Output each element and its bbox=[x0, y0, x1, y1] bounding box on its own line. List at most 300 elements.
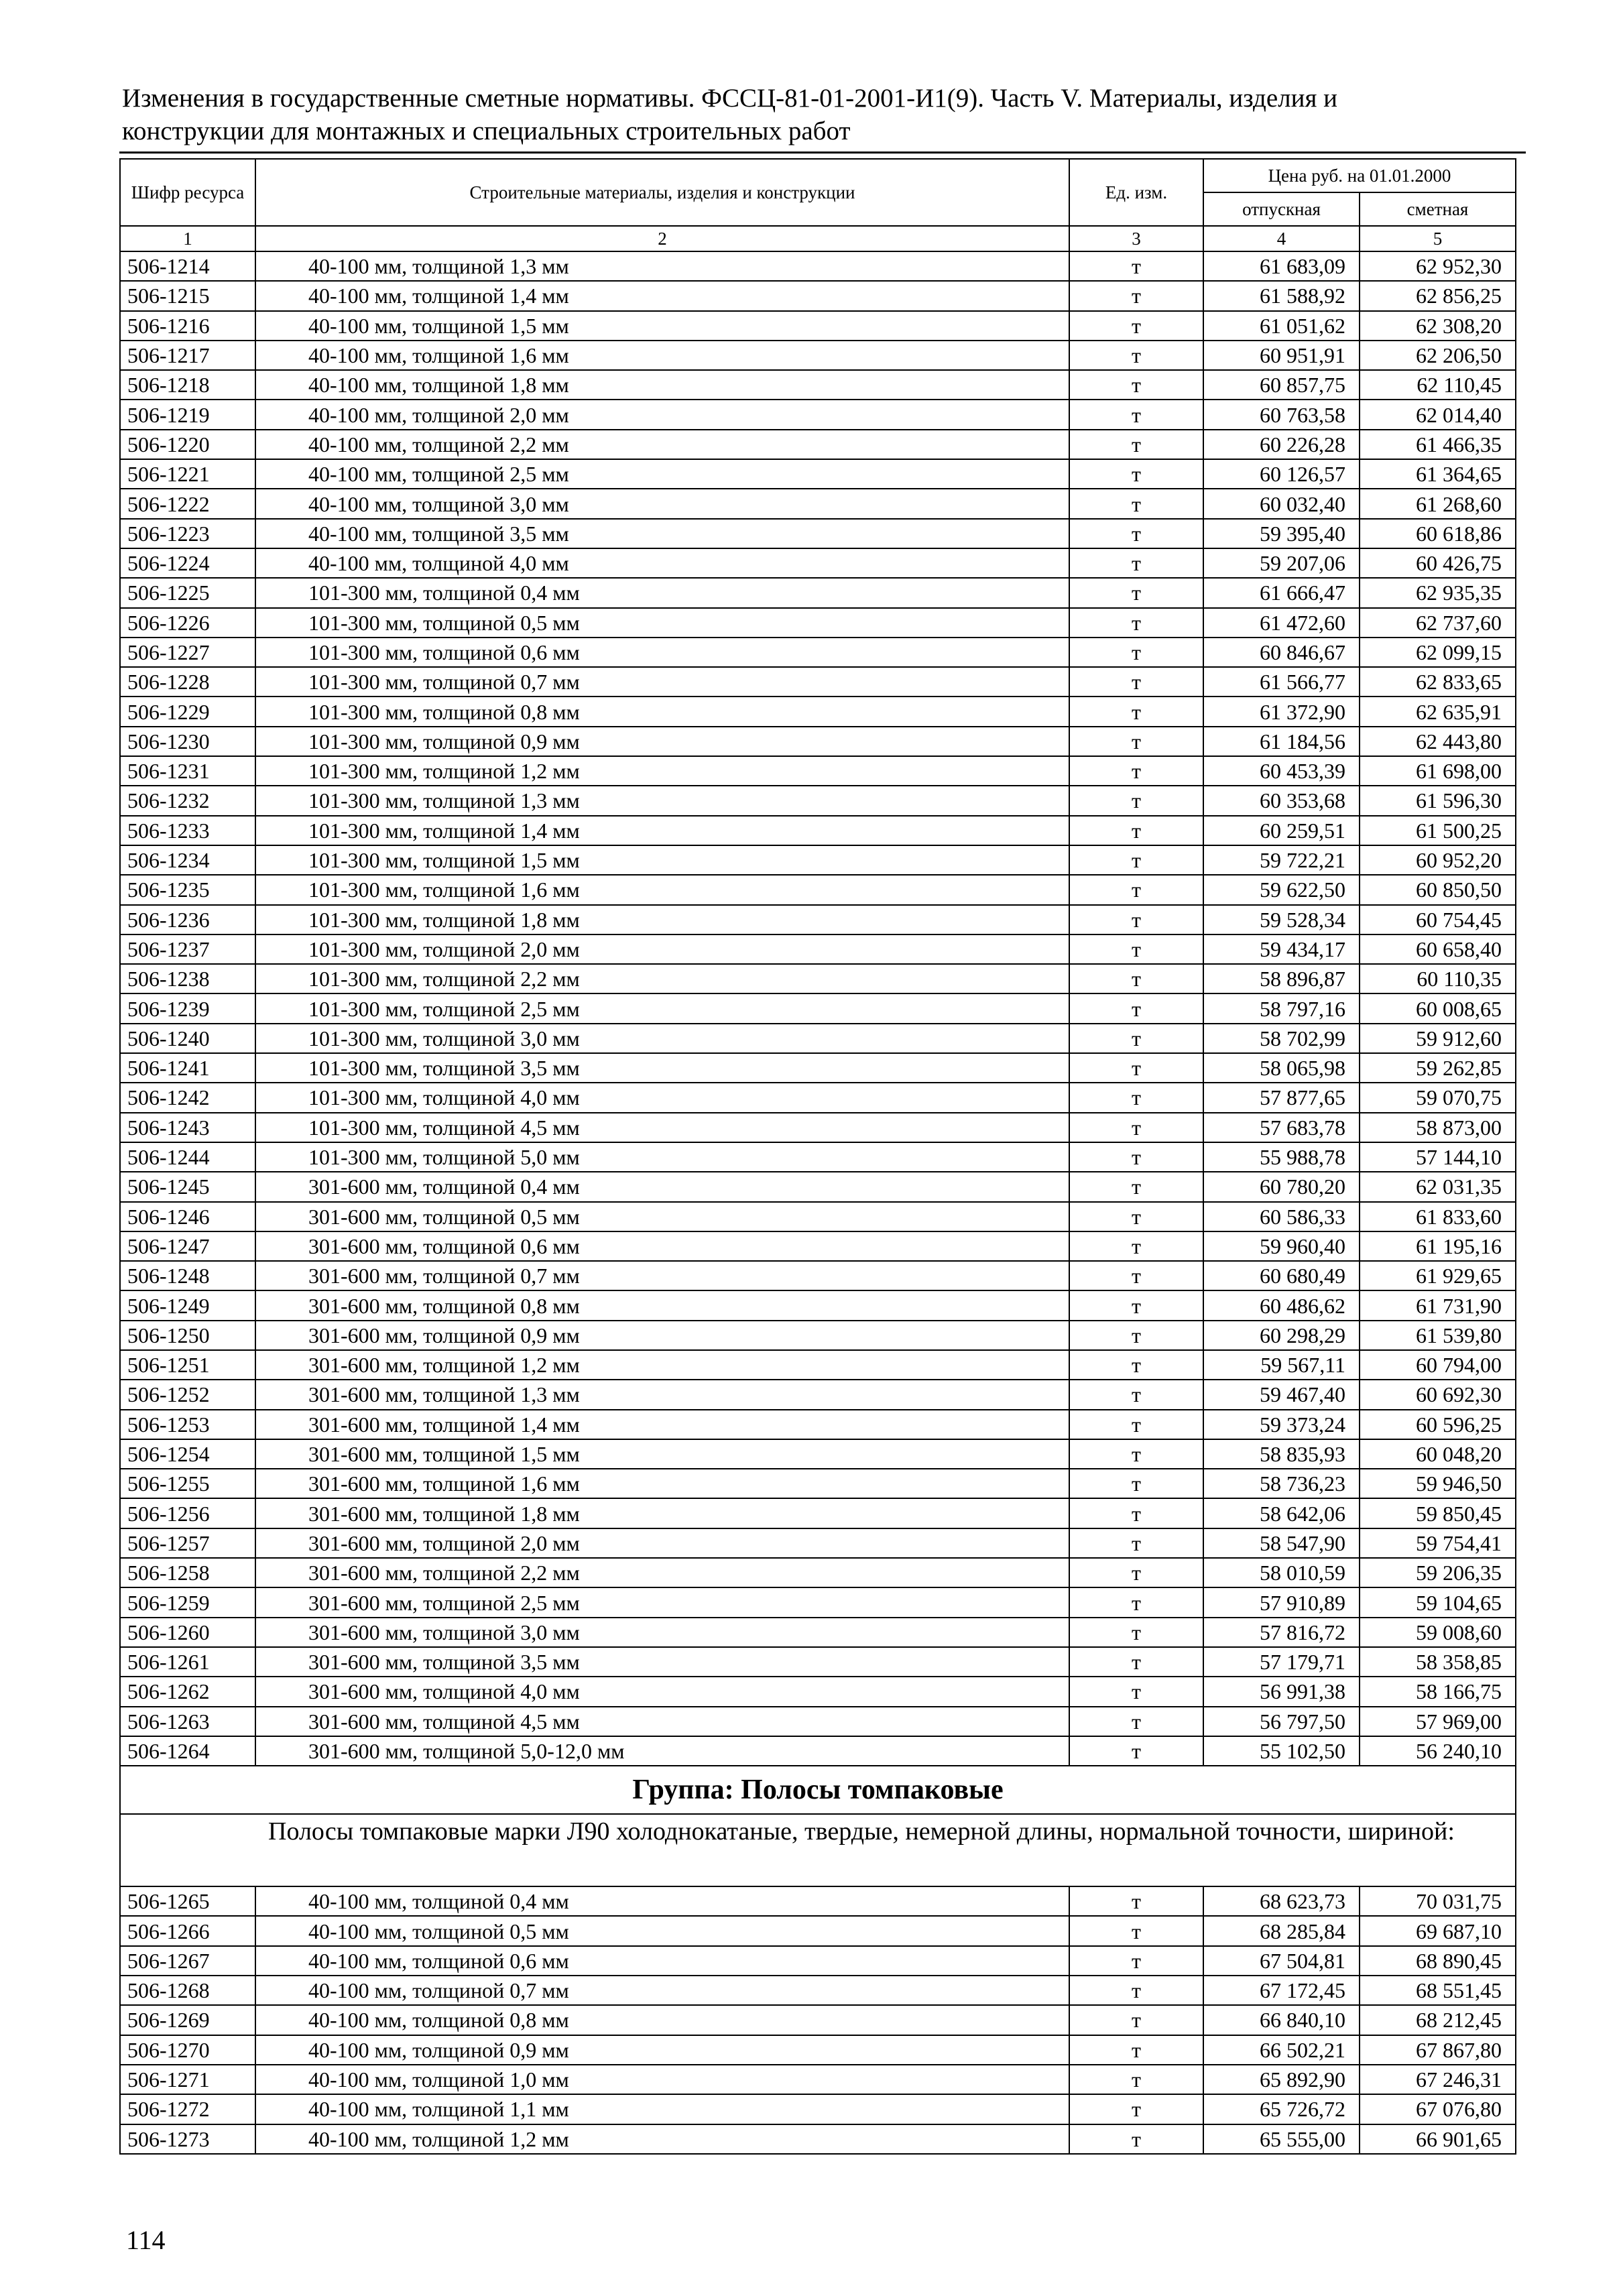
group-description: Полосы томпаковые марки Л90 холоднокатаные, твердые, немерной длины, нормальной точности, шириной: bbox=[120, 1814, 1516, 1886]
release-price: 60 298,29 bbox=[1203, 1321, 1360, 1350]
release-price: 57 683,78 bbox=[1203, 1113, 1360, 1142]
material-name: 101-300 мм, толщиной 0,8 мм bbox=[255, 697, 1069, 726]
resource-code: 506-1224 bbox=[120, 548, 255, 578]
group-title-row bbox=[120, 1766, 1516, 1814]
estimate-price: 62 737,60 bbox=[1360, 608, 1516, 638]
release-price: 58 835,93 bbox=[1203, 1439, 1360, 1469]
release-price: 57 179,71 bbox=[1203, 1647, 1360, 1677]
table-row bbox=[120, 1261, 1516, 1290]
table-row bbox=[120, 1469, 1516, 1498]
unit-of-measure: т bbox=[1069, 1172, 1203, 1201]
column-number: 1 bbox=[120, 226, 255, 251]
release-price: 66 502,21 bbox=[1203, 2035, 1360, 2065]
column-number: 3 bbox=[1069, 226, 1203, 251]
estimate-price: 62 856,25 bbox=[1360, 281, 1516, 310]
release-price: 58 642,06 bbox=[1203, 1498, 1360, 1528]
unit-of-measure: т bbox=[1069, 816, 1203, 845]
release-price: 56 991,38 bbox=[1203, 1677, 1360, 1706]
material-name: 40-100 мм, толщиной 1,2 мм bbox=[255, 2124, 1069, 2154]
table-row bbox=[120, 1976, 1516, 2005]
resource-code: 506-1253 bbox=[120, 1410, 255, 1439]
estimate-price: 68 551,45 bbox=[1360, 1976, 1516, 2005]
unit-of-measure: т bbox=[1069, 430, 1203, 459]
estimate-price: 62 935,35 bbox=[1360, 578, 1516, 607]
unit-of-measure: т bbox=[1069, 1083, 1203, 1112]
release-price: 65 892,90 bbox=[1203, 2065, 1360, 2094]
table-row bbox=[120, 370, 1516, 400]
table-row bbox=[120, 251, 1516, 281]
table-row bbox=[120, 1410, 1516, 1439]
table-row bbox=[120, 459, 1516, 489]
material-name: 101-300 мм, толщиной 2,2 мм bbox=[255, 964, 1069, 993]
material-name: 40-100 мм, толщиной 0,5 мм bbox=[255, 1916, 1069, 1945]
resource-code: 506-1240 bbox=[120, 1024, 255, 1053]
table-row bbox=[120, 1707, 1516, 1736]
release-price: 60 846,67 bbox=[1203, 638, 1360, 667]
resource-code: 506-1255 bbox=[120, 1469, 255, 1498]
resource-code: 506-1260 bbox=[120, 1618, 255, 1647]
table-row bbox=[120, 1231, 1516, 1261]
material-name: 40-100 мм, толщиной 1,0 мм bbox=[255, 2065, 1069, 2094]
release-price: 58 896,87 bbox=[1203, 964, 1360, 993]
release-price: 60 226,28 bbox=[1203, 430, 1360, 459]
estimate-price: 61 698,00 bbox=[1360, 756, 1516, 786]
table-body-section-1 bbox=[120, 251, 1516, 1766]
estimate-price: 69 687,10 bbox=[1360, 1916, 1516, 1945]
material-name: 101-300 мм, толщиной 0,5 мм bbox=[255, 608, 1069, 638]
unit-of-measure: т bbox=[1069, 548, 1203, 578]
estimate-price: 68 212,45 bbox=[1360, 2005, 1516, 2035]
table-row bbox=[120, 1916, 1516, 1945]
resource-code: 506-1220 bbox=[120, 430, 255, 459]
resource-code: 506-1267 bbox=[120, 1946, 255, 1976]
unit-of-measure: т bbox=[1069, 1647, 1203, 1677]
group-title: Группа: Полосы томпаковые bbox=[120, 1766, 1516, 1814]
release-price: 60 780,20 bbox=[1203, 1172, 1360, 1201]
material-name: 301-600 мм, толщиной 4,5 мм bbox=[255, 1707, 1069, 1736]
material-name: 40-100 мм, толщиной 1,1 мм bbox=[255, 2094, 1069, 2124]
resource-code: 506-1236 bbox=[120, 905, 255, 934]
resource-code: 506-1230 bbox=[120, 727, 255, 756]
estimate-price: 67 246,31 bbox=[1360, 2065, 1516, 2094]
table-row bbox=[120, 756, 1516, 786]
material-name: 40-100 мм, толщиной 1,5 мм bbox=[255, 311, 1069, 341]
resource-code: 506-1249 bbox=[120, 1290, 255, 1320]
unit-of-measure: т bbox=[1069, 400, 1203, 429]
table-row bbox=[120, 1083, 1516, 1112]
estimate-price: 61 731,90 bbox=[1360, 1290, 1516, 1320]
release-price: 59 467,40 bbox=[1203, 1380, 1360, 1409]
estimate-price: 62 833,65 bbox=[1360, 667, 1516, 697]
table-row bbox=[120, 934, 1516, 964]
estimate-price: 60 692,30 bbox=[1360, 1380, 1516, 1409]
estimate-price: 60 952,20 bbox=[1360, 845, 1516, 875]
material-name: 301-600 мм, толщиной 2,5 мм bbox=[255, 1587, 1069, 1617]
estimate-price: 61 364,65 bbox=[1360, 459, 1516, 489]
release-price: 60 486,62 bbox=[1203, 1290, 1360, 1320]
unit-of-measure: т bbox=[1069, 1469, 1203, 1498]
unit-of-measure: т bbox=[1069, 311, 1203, 341]
resource-code: 506-1233 bbox=[120, 816, 255, 845]
estimate-price: 61 929,65 bbox=[1360, 1261, 1516, 1290]
release-price: 68 285,84 bbox=[1203, 1916, 1360, 1945]
release-price: 60 353,68 bbox=[1203, 786, 1360, 815]
estimate-price: 61 466,35 bbox=[1360, 430, 1516, 459]
estimate-price: 61 833,60 bbox=[1360, 1202, 1516, 1231]
unit-of-measure: т bbox=[1069, 905, 1203, 934]
resource-code: 506-1252 bbox=[120, 1380, 255, 1409]
release-price: 61 666,47 bbox=[1203, 578, 1360, 607]
table-row bbox=[120, 905, 1516, 934]
resource-code: 506-1225 bbox=[120, 578, 255, 607]
resource-code: 506-1246 bbox=[120, 1202, 255, 1231]
table-row bbox=[120, 845, 1516, 875]
estimate-price: 62 952,30 bbox=[1360, 251, 1516, 281]
estimate-price: 58 358,85 bbox=[1360, 1647, 1516, 1677]
unit-of-measure: т bbox=[1069, 1350, 1203, 1380]
material-name: 101-300 мм, толщиной 0,9 мм bbox=[255, 727, 1069, 756]
unit-of-measure: т bbox=[1069, 667, 1203, 697]
resource-code: 506-1239 bbox=[120, 993, 255, 1023]
resource-code: 506-1264 bbox=[120, 1736, 255, 1766]
estimate-price: 70 031,75 bbox=[1360, 1886, 1516, 1916]
unit-of-measure: т bbox=[1069, 489, 1203, 518]
resource-code: 506-1254 bbox=[120, 1439, 255, 1469]
unit-of-measure: т bbox=[1069, 341, 1203, 370]
estimate-price: 57 969,00 bbox=[1360, 1707, 1516, 1736]
estimate-price: 60 618,86 bbox=[1360, 519, 1516, 548]
resource-code: 506-1216 bbox=[120, 311, 255, 341]
estimate-price: 67 076,80 bbox=[1360, 2094, 1516, 2124]
price-table bbox=[119, 158, 1516, 2155]
release-price: 58 702,99 bbox=[1203, 1024, 1360, 1053]
release-price: 59 567,11 bbox=[1203, 1350, 1360, 1380]
material-name: 40-100 мм, толщиной 0,8 мм bbox=[255, 2005, 1069, 2035]
release-price: 60 680,49 bbox=[1203, 1261, 1360, 1290]
resource-code: 506-1261 bbox=[120, 1647, 255, 1677]
resource-code: 506-1221 bbox=[120, 459, 255, 489]
resource-code: 506-1250 bbox=[120, 1321, 255, 1350]
estimate-price: 68 890,45 bbox=[1360, 1946, 1516, 1976]
table-row bbox=[120, 786, 1516, 815]
resource-code: 506-1269 bbox=[120, 2005, 255, 2035]
material-name: 40-100 мм, толщиной 4,0 мм bbox=[255, 548, 1069, 578]
material-name: 101-300 мм, толщиной 2,5 мм bbox=[255, 993, 1069, 1023]
estimate-price: 59 262,85 bbox=[1360, 1053, 1516, 1083]
release-price: 55 102,50 bbox=[1203, 1736, 1360, 1766]
estimate-price: 59 946,50 bbox=[1360, 1469, 1516, 1498]
resource-code: 506-1273 bbox=[120, 2124, 255, 2154]
release-price: 61 566,77 bbox=[1203, 667, 1360, 697]
table-row bbox=[120, 1886, 1516, 1916]
material-name: 101-300 мм, толщиной 3,0 мм bbox=[255, 1024, 1069, 1053]
column-number: 4 bbox=[1203, 226, 1360, 251]
unit-of-measure: т bbox=[1069, 1528, 1203, 1558]
release-price: 60 857,75 bbox=[1203, 370, 1360, 400]
estimate-price: 58 873,00 bbox=[1360, 1113, 1516, 1142]
unit-of-measure: т bbox=[1069, 697, 1203, 726]
estimate-price: 60 110,35 bbox=[1360, 964, 1516, 993]
table-row bbox=[120, 1202, 1516, 1231]
unit-of-measure: т bbox=[1069, 786, 1203, 815]
unit-of-measure: т bbox=[1069, 1290, 1203, 1320]
estimate-price: 61 539,80 bbox=[1360, 1321, 1516, 1350]
material-name: 101-300 мм, толщиной 1,8 мм bbox=[255, 905, 1069, 934]
resource-code: 506-1214 bbox=[120, 251, 255, 281]
resource-code: 506-1263 bbox=[120, 1707, 255, 1736]
material-name: 40-100 мм, толщиной 3,5 мм bbox=[255, 519, 1069, 548]
unit-of-measure: т bbox=[1069, 875, 1203, 904]
material-name: 40-100 мм, толщиной 2,0 мм bbox=[255, 400, 1069, 429]
table-row bbox=[120, 638, 1516, 667]
column-number: 5 bbox=[1360, 226, 1516, 251]
material-name: 101-300 мм, толщиной 1,4 мм bbox=[255, 816, 1069, 845]
resource-code: 506-1256 bbox=[120, 1498, 255, 1528]
estimate-price: 59 912,60 bbox=[1360, 1024, 1516, 1053]
estimate-price: 66 901,65 bbox=[1360, 2124, 1516, 2154]
resource-code: 506-1248 bbox=[120, 1261, 255, 1290]
release-price: 61 184,56 bbox=[1203, 727, 1360, 756]
estimate-price: 62 443,80 bbox=[1360, 727, 1516, 756]
column-header-unit: Ед. изм. bbox=[1069, 159, 1203, 226]
release-price: 66 840,10 bbox=[1203, 2005, 1360, 2035]
material-name: 101-300 мм, толщиной 2,0 мм bbox=[255, 934, 1069, 964]
unit-of-measure: т bbox=[1069, 578, 1203, 607]
estimate-price: 60 008,65 bbox=[1360, 993, 1516, 1023]
page-header bbox=[122, 82, 1520, 147]
release-price: 60 951,91 bbox=[1203, 341, 1360, 370]
resource-code: 506-1242 bbox=[120, 1083, 255, 1112]
resource-code: 506-1244 bbox=[120, 1142, 255, 1172]
estimate-price: 59 008,60 bbox=[1360, 1618, 1516, 1647]
material-name: 301-600 мм, толщиной 3,5 мм bbox=[255, 1647, 1069, 1677]
release-price: 58 010,59 bbox=[1203, 1558, 1360, 1587]
material-name: 101-300 мм, толщиной 4,0 мм bbox=[255, 1083, 1069, 1112]
release-price: 61 588,92 bbox=[1203, 281, 1360, 310]
release-price: 59 207,06 bbox=[1203, 548, 1360, 578]
material-name: 301-600 мм, толщиной 1,3 мм bbox=[255, 1380, 1069, 1409]
resource-code: 506-1227 bbox=[120, 638, 255, 667]
table-row bbox=[120, 430, 1516, 459]
material-name: 40-100 мм, толщиной 0,9 мм bbox=[255, 2035, 1069, 2065]
table-row bbox=[120, 1024, 1516, 1053]
unit-of-measure: т bbox=[1069, 1410, 1203, 1439]
estimate-price: 62 206,50 bbox=[1360, 341, 1516, 370]
unit-of-measure: т bbox=[1069, 1736, 1203, 1766]
material-name: 101-300 мм, толщиной 5,0 мм bbox=[255, 1142, 1069, 1172]
table-row bbox=[120, 1321, 1516, 1350]
column-header-name: Строительные материалы, изделия и конструкции bbox=[255, 159, 1069, 226]
resource-code: 506-1222 bbox=[120, 489, 255, 518]
material-name: 301-600 мм, толщиной 0,7 мм bbox=[255, 1261, 1069, 1290]
table-row bbox=[120, 1736, 1516, 1766]
material-name: 101-300 мм, толщиной 1,3 мм bbox=[255, 786, 1069, 815]
material-name: 40-100 мм, толщиной 0,4 мм bbox=[255, 1886, 1069, 1916]
estimate-price: 57 144,10 bbox=[1360, 1142, 1516, 1172]
column-header-estimate: сметная bbox=[1360, 192, 1516, 226]
material-name: 301-600 мм, толщиной 2,0 мм bbox=[255, 1528, 1069, 1558]
resource-code: 506-1241 bbox=[120, 1053, 255, 1083]
unit-of-measure: т bbox=[1069, 1558, 1203, 1587]
table-row bbox=[120, 2065, 1516, 2094]
unit-of-measure: т bbox=[1069, 2065, 1203, 2094]
resource-code: 506-1257 bbox=[120, 1528, 255, 1558]
release-price: 60 126,57 bbox=[1203, 459, 1360, 489]
resource-code: 506-1237 bbox=[120, 934, 255, 964]
unit-of-measure: т bbox=[1069, 1321, 1203, 1350]
material-name: 40-100 мм, толщиной 1,6 мм bbox=[255, 341, 1069, 370]
resource-code: 506-1270 bbox=[120, 2035, 255, 2065]
estimate-price: 60 794,00 bbox=[1360, 1350, 1516, 1380]
table-row bbox=[120, 697, 1516, 726]
table-row bbox=[120, 2094, 1516, 2124]
estimate-price: 60 596,25 bbox=[1360, 1410, 1516, 1439]
unit-of-measure: т bbox=[1069, 1113, 1203, 1142]
unit-of-measure: т bbox=[1069, 2035, 1203, 2065]
release-price: 58 736,23 bbox=[1203, 1469, 1360, 1498]
column-header-release: отпускная bbox=[1203, 192, 1360, 226]
unit-of-measure: т bbox=[1069, 845, 1203, 875]
release-price: 58 797,16 bbox=[1203, 993, 1360, 1023]
unit-of-measure: т bbox=[1069, 1380, 1203, 1409]
material-name: 40-100 мм, толщиной 0,6 мм bbox=[255, 1946, 1069, 1976]
release-price: 59 622,50 bbox=[1203, 875, 1360, 904]
release-price: 59 722,21 bbox=[1203, 845, 1360, 875]
table-row bbox=[120, 1350, 1516, 1380]
table-row bbox=[120, 1498, 1516, 1528]
column-header-code: Шифр ресурса bbox=[120, 159, 255, 226]
unit-of-measure: т bbox=[1069, 370, 1203, 400]
unit-of-measure: т bbox=[1069, 1916, 1203, 1945]
estimate-price: 59 206,35 bbox=[1360, 1558, 1516, 1587]
header-rule bbox=[119, 152, 1526, 154]
resource-code: 506-1251 bbox=[120, 1350, 255, 1380]
unit-of-measure: т bbox=[1069, 1439, 1203, 1469]
release-price: 57 816,72 bbox=[1203, 1618, 1360, 1647]
material-name: 40-100 мм, толщиной 2,5 мм bbox=[255, 459, 1069, 489]
material-name: 101-300 мм, толщиной 3,5 мм bbox=[255, 1053, 1069, 1083]
unit-of-measure: т bbox=[1069, 1618, 1203, 1647]
estimate-price: 62 031,35 bbox=[1360, 1172, 1516, 1201]
group-description-row bbox=[120, 1814, 1516, 1886]
material-name: 40-100 мм, толщиной 1,3 мм bbox=[255, 251, 1069, 281]
resource-code: 506-1229 bbox=[120, 697, 255, 726]
material-name: 301-600 мм, толщиной 1,6 мм bbox=[255, 1469, 1069, 1498]
material-name: 301-600 мм, толщиной 5,0-12,0 мм bbox=[255, 1736, 1069, 1766]
unit-of-measure: т bbox=[1069, 1498, 1203, 1528]
release-price: 67 504,81 bbox=[1203, 1946, 1360, 1976]
column-header-price: Цена руб. на 01.01.2000 bbox=[1203, 159, 1516, 192]
material-name: 101-300 мм, толщиной 4,5 мм bbox=[255, 1113, 1069, 1142]
column-numbers-row bbox=[120, 226, 1516, 251]
release-price: 55 988,78 bbox=[1203, 1142, 1360, 1172]
table-row bbox=[120, 964, 1516, 993]
release-price: 60 763,58 bbox=[1203, 400, 1360, 429]
release-price: 59 434,17 bbox=[1203, 934, 1360, 964]
material-name: 101-300 мм, толщиной 0,7 мм bbox=[255, 667, 1069, 697]
resource-code: 506-1234 bbox=[120, 845, 255, 875]
resource-code: 506-1219 bbox=[120, 400, 255, 429]
release-price: 68 623,73 bbox=[1203, 1886, 1360, 1916]
table-row bbox=[120, 400, 1516, 429]
unit-of-measure: т bbox=[1069, 281, 1203, 310]
table-row bbox=[120, 608, 1516, 638]
unit-of-measure: т bbox=[1069, 1707, 1203, 1736]
table-row bbox=[120, 489, 1516, 518]
estimate-price: 60 426,75 bbox=[1360, 548, 1516, 578]
resource-code: 506-1247 bbox=[120, 1231, 255, 1261]
material-name: 301-600 мм, толщиной 1,8 мм bbox=[255, 1498, 1069, 1528]
unit-of-measure: т bbox=[1069, 1202, 1203, 1231]
material-name: 301-600 мм, толщиной 0,8 мм bbox=[255, 1290, 1069, 1320]
unit-of-measure: т bbox=[1069, 638, 1203, 667]
table-row bbox=[120, 875, 1516, 904]
unit-of-measure: т bbox=[1069, 1587, 1203, 1617]
release-price: 59 960,40 bbox=[1203, 1231, 1360, 1261]
material-name: 301-600 мм, толщиной 0,5 мм bbox=[255, 1202, 1069, 1231]
resource-code: 506-1235 bbox=[120, 875, 255, 904]
estimate-price: 60 048,20 bbox=[1360, 1439, 1516, 1469]
release-price: 58 065,98 bbox=[1203, 1053, 1360, 1083]
table-row bbox=[120, 1558, 1516, 1587]
header-line-1: Изменения в государственные сметные нормативы. ФССЦ-81-01-2001-И1(9). Часть V. Материалы, изделия и bbox=[122, 84, 1338, 113]
unit-of-measure: т bbox=[1069, 993, 1203, 1023]
table-row bbox=[120, 281, 1516, 310]
table-header-row bbox=[120, 159, 1516, 192]
table-row bbox=[120, 2005, 1516, 2035]
unit-of-measure: т bbox=[1069, 519, 1203, 548]
unit-of-measure: т bbox=[1069, 2005, 1203, 2035]
table-row bbox=[120, 311, 1516, 341]
unit-of-measure: т bbox=[1069, 1231, 1203, 1261]
table-row bbox=[120, 667, 1516, 697]
resource-code: 506-1217 bbox=[120, 341, 255, 370]
release-price: 65 726,72 bbox=[1203, 2094, 1360, 2124]
resource-code: 506-1215 bbox=[120, 281, 255, 310]
material-name: 40-100 мм, толщиной 3,0 мм bbox=[255, 489, 1069, 518]
table-row bbox=[120, 2035, 1516, 2065]
release-price: 60 586,33 bbox=[1203, 1202, 1360, 1231]
unit-of-measure: т bbox=[1069, 964, 1203, 993]
table-row bbox=[120, 1618, 1516, 1647]
unit-of-measure: т bbox=[1069, 1946, 1203, 1976]
material-name: 301-600 мм, толщиной 0,4 мм bbox=[255, 1172, 1069, 1201]
resource-code: 506-1238 bbox=[120, 964, 255, 993]
material-name: 301-600 мм, толщиной 1,4 мм bbox=[255, 1410, 1069, 1439]
release-price: 61 372,90 bbox=[1203, 697, 1360, 726]
estimate-price: 62 099,15 bbox=[1360, 638, 1516, 667]
estimate-price: 60 850,50 bbox=[1360, 875, 1516, 904]
unit-of-measure: т bbox=[1069, 756, 1203, 786]
material-name: 40-100 мм, толщиной 1,4 мм bbox=[255, 281, 1069, 310]
estimate-price: 61 268,60 bbox=[1360, 489, 1516, 518]
table-row bbox=[120, 1053, 1516, 1083]
estimate-price: 56 240,10 bbox=[1360, 1736, 1516, 1766]
unit-of-measure: т bbox=[1069, 1024, 1203, 1053]
resource-code: 506-1228 bbox=[120, 667, 255, 697]
table-row bbox=[120, 1647, 1516, 1677]
table-row bbox=[120, 1113, 1516, 1142]
material-name: 101-300 мм, толщиной 0,4 мм bbox=[255, 578, 1069, 607]
material-name: 40-100 мм, толщиной 0,7 мм bbox=[255, 1976, 1069, 2005]
material-name: 101-300 мм, толщиной 1,5 мм bbox=[255, 845, 1069, 875]
unit-of-measure: т bbox=[1069, 2094, 1203, 2124]
table-row bbox=[120, 341, 1516, 370]
group-section bbox=[120, 1766, 1516, 1886]
release-price: 56 797,50 bbox=[1203, 1707, 1360, 1736]
resource-code: 506-1266 bbox=[120, 1916, 255, 1945]
release-price: 60 259,51 bbox=[1203, 816, 1360, 845]
